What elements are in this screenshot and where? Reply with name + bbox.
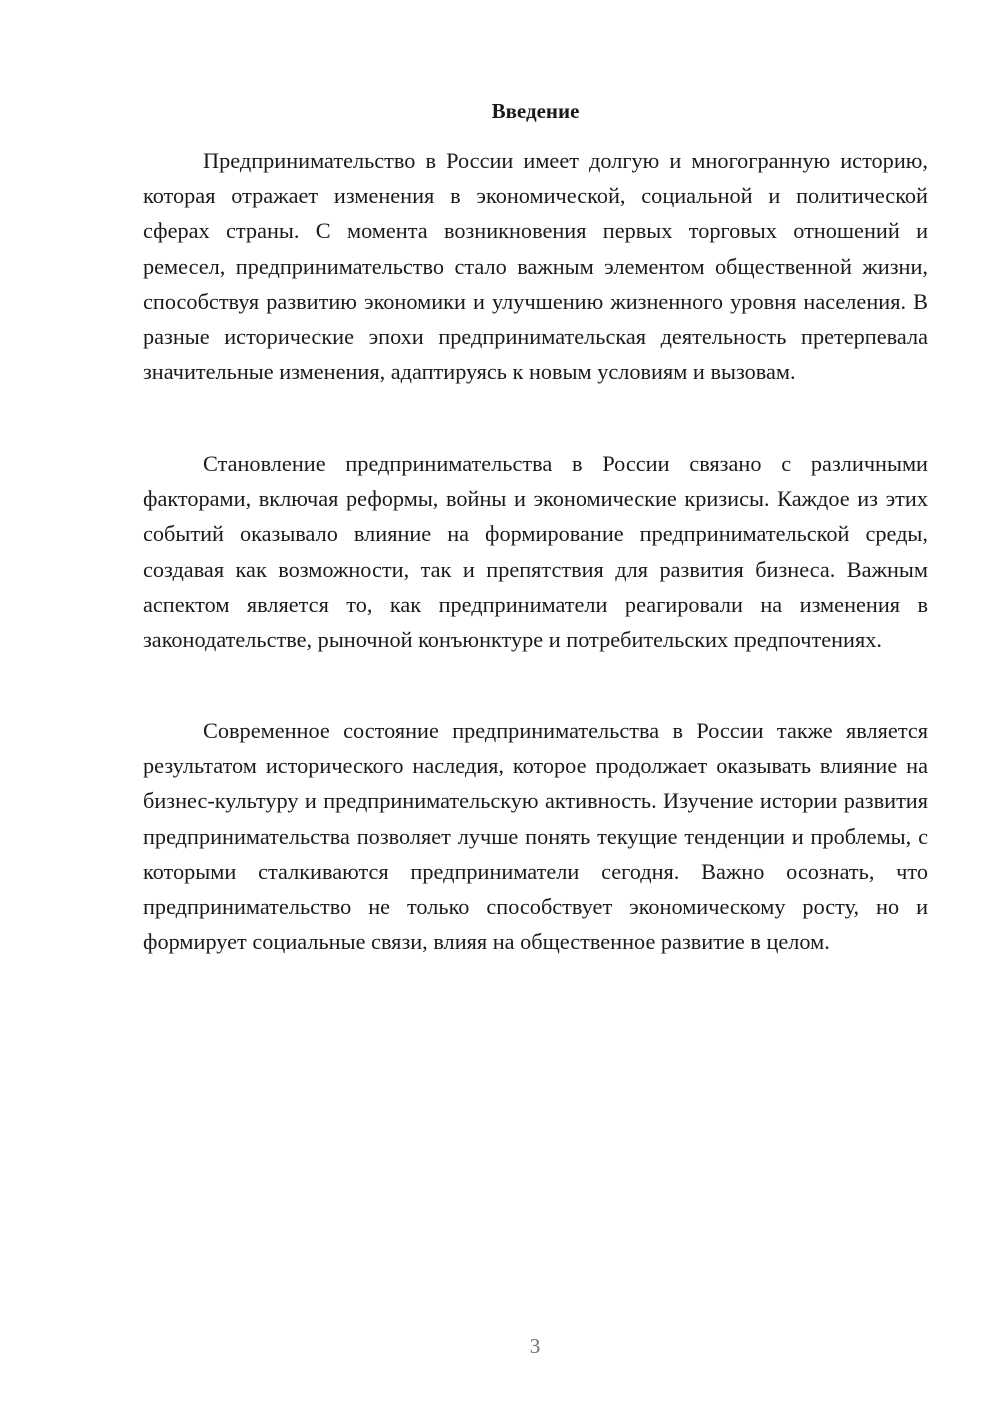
paragraph: Становление предпринимательства в России связано с различными факторами, включая реформы, войны и экономические кризисы. Каждое из этих событий оказывало влияние на формирование предпринимательской среды, создавая как возможности, так и препятствия для развития бизнеса. Важным аспектом является то, как предприниматели реагировали на изменения в законодательстве, рыночной конъюнктуре и потребительских предпочтениях. [143, 451, 928, 653]
page-number: 3 [529, 1334, 541, 1358]
section-heading: Введение [491, 99, 580, 123]
paragraph: Современное состояние предпринимательства в России также является результатом исторического наследия, которое продолжает оказывать влияние на бизнес-культуру и предпринимательскую активность. Изучение истории развития предпринимательства позволяет лучше понять текущие тенденции и проблемы, с которыми сталкиваются предприниматели сегодня. Важно осознать, что предпринимательство не только способствует экономическому росту, но и формирует социальные связи, влияя на общественное развитие в целом. [143, 718, 928, 955]
paragraph: Предпринимательство в России имеет долгую и многогранную историю, которая отражает изменения в экономической, социальной и политической сферах страны. С момента возникновения первых торговых отношений и ремесел, предпринимательство стало важным элементом общественной жизни, способствуя развитию экономики и улучшению жизненного уровня населения. В разные исторические эпохи предпринимательская деятельность претерпевала значительные изменения, адаптируясь к новым условиям и вызовам. [143, 148, 928, 385]
